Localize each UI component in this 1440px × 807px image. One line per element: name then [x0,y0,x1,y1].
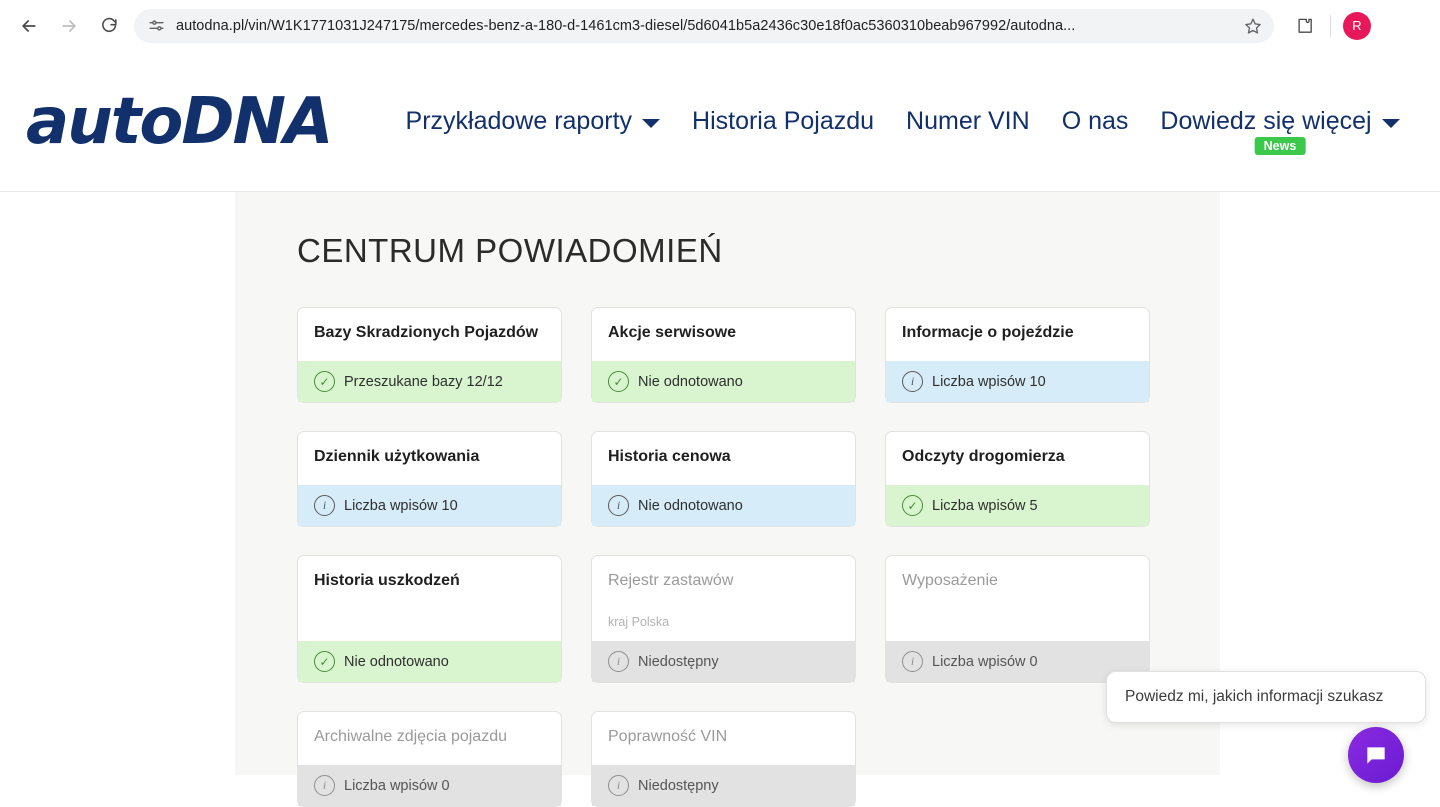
page-margin-left [0,192,235,775]
card-status-text: Niedostępny [638,653,719,670]
avatar[interactable]: R [1343,12,1371,40]
address-bar[interactable] [134,9,1274,43]
info-circle-icon: i [608,495,629,516]
news-badge: News [1255,137,1306,155]
notification-card[interactable] [885,555,1150,683]
card-status-text: Przeszukane bazy 12/12 [344,373,503,390]
card-status-bar [298,641,561,682]
card-status-bar [298,485,561,526]
card-title: Poprawność VIN [608,728,728,745]
card-status-text: Nie odnotowano [638,373,743,390]
bookmark-star-icon[interactable] [1242,15,1264,37]
notification-card[interactable] [885,431,1150,527]
card-title: Akcje serwisowe [608,324,737,341]
notification-card[interactable] [297,711,562,807]
forward-button[interactable] [54,11,84,41]
info-circle-icon: i [314,495,335,516]
check-circle-icon: ✓ [902,495,923,516]
chrome-actions [1284,12,1371,40]
main-navigation [390,107,1422,153]
info-circle-icon: i [902,371,923,392]
card-title: Wyposażenie [902,572,998,589]
nav-item-dowiedz-sie-wiecej[interactable] [1144,107,1415,153]
notification-card[interactable] [297,431,562,527]
card-title: Dziennik użytkowania [314,448,480,465]
notification-card[interactable] [591,711,856,807]
card-status-bar [592,765,855,806]
notification-card[interactable] [297,555,562,683]
chat-assistant-button[interactable] [1348,727,1404,783]
card-status-text: Liczba wpisów 10 [344,497,458,514]
info-circle-icon: i [608,775,629,796]
card-status-bar [592,485,855,526]
nav-label: Historia Pojazdu [692,107,875,135]
notification-card[interactable] [591,307,856,403]
check-circle-icon: ✓ [314,651,335,672]
nav-label: Przykładowe raporty [405,107,633,135]
card-status-text: Nie odnotowano [638,497,743,514]
tune-icon [148,17,165,34]
check-circle-icon: ✓ [314,371,335,392]
notification-cards-grid [235,270,1220,807]
info-circle-icon: i [608,651,629,672]
nav-item-przykladowe-raporty[interactable] [390,107,676,136]
card-status-text: Nie odnotowano [344,653,449,670]
site-settings-icon[interactable] [146,16,166,36]
nav-label: O nas [1061,107,1129,135]
page-body [0,192,1440,794]
card-subtitle: kraj Polska [608,615,670,629]
nav-item-historia-pojazdu[interactable] [676,107,890,136]
card-title: Rejestr zastawów [608,572,734,589]
card-status-bar [298,765,561,806]
arrow-right-icon [59,16,79,36]
notification-card[interactable] [591,431,856,527]
reload-button[interactable] [94,11,124,41]
check-circle-icon: ✓ [608,371,629,392]
toolbar-divider [1330,15,1331,37]
card-status-text: Niedostępny [638,777,719,794]
card-status-bar [886,361,1149,402]
card-title: Historia uszkodzeń [314,572,460,589]
chat-assistant-icon [1363,742,1389,768]
nav-label: Dowiedz się więcej [1160,107,1372,135]
card-title: Archiwalne zdjęcia pojazdu [314,728,507,745]
nav-item-numer-vin[interactable] [890,107,1046,136]
card-title: Historia cenowa [608,448,731,465]
card-title: Odczyty drogomierza [902,448,1065,465]
chevron-down-icon [642,119,660,128]
info-circle-icon: i [314,775,335,796]
autodna-logo[interactable]: autoDNA [26,84,332,159]
notification-card[interactable] [297,307,562,403]
chat-prompt-bubble[interactable] [1106,671,1426,723]
card-title: Informacje o pojeździe [902,324,1074,341]
notification-card[interactable] [591,555,856,683]
nav-item-o-nas[interactable] [1046,107,1145,136]
report-content [235,192,1220,794]
notification-card[interactable] [885,307,1150,403]
card-status-bar [592,361,855,402]
info-circle-icon: i [902,651,923,672]
card-status-bar [298,361,561,402]
card-title: Bazy Skradzionych Pojazdów [314,324,539,341]
browser-toolbar [0,0,1440,52]
card-status-bar [886,485,1149,526]
card-status-text: Liczba wpisów 5 [932,497,1038,514]
extensions-puzzle-icon [1295,16,1314,35]
card-status-text: Liczba wpisów 0 [932,653,1038,670]
reload-icon [100,16,119,35]
card-status-text: Liczba wpisów 0 [344,777,450,794]
nav-label: Numer VIN [906,107,1030,135]
site-header [0,52,1440,192]
chat-prompt-text: Powiedz mi, jakich informacji szukasz [1125,688,1384,705]
card-status-bar [592,641,855,682]
extensions-button[interactable] [1290,12,1318,40]
back-button[interactable] [14,11,44,41]
page-title: CENTRUM POWIADOMIEŃ [297,232,723,269]
chevron-down-icon [1382,119,1400,128]
arrow-left-icon [19,16,39,36]
card-status-text: Liczba wpisów 10 [932,373,1046,390]
url-text[interactable]: autodna.pl/vin/W1K1771031J247175/mercedes-benz-a-180-d-1461cm3-diesel/5d6041b5a2436c30e18f0ac5360310beab967992/autodna... [176,17,1076,34]
